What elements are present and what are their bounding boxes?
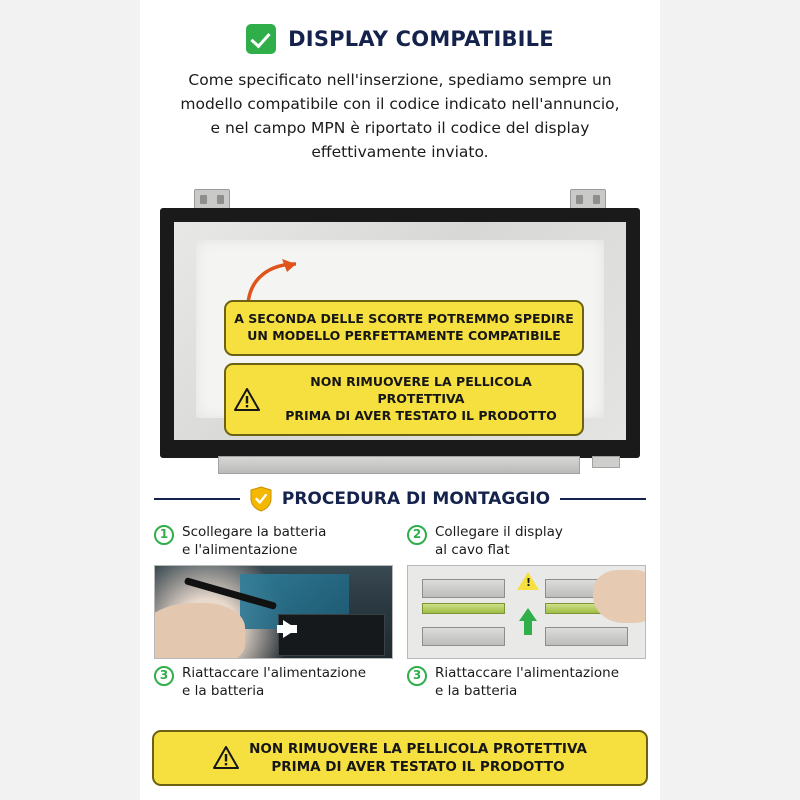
intro-paragraph [158,68,642,164]
step-1-photo [154,565,393,659]
step-1-line-1: Scollegare la batteria [182,524,327,541]
connector-shape-2 [422,627,505,646]
intro-line-4: effettivamente inviato. [311,143,489,162]
intro-line-1: Come specificato nell'inserzione, spediamo sempre un [188,71,612,89]
bottom-warning-banner [152,730,648,786]
check-box-icon [246,24,276,54]
callout-film-warning [224,363,584,436]
step-3-label [154,665,393,700]
callout-stock-line-1: A SECONDA DELLE SCORTE POTREMMO SPEDIRE [234,311,574,327]
bottom-warning-line-2: PRIMA DI AVER TESTATO IL PRODOTTO [271,758,565,775]
intro-line-3: e nel campo MPN è riportato il codice del display [210,119,590,138]
bottom-warning-text [249,740,587,776]
intro-line-2: modello compatibile con il codice indicato nell'annuncio, [180,95,620,114]
step-4-number: 3 [407,666,427,686]
shield-icon [250,486,272,512]
step-2-label [407,524,646,559]
callout-stock-line-2: UN MODELLO PERFETTAMENTE COMPATIBILE [247,327,561,343]
procedure-header [140,486,660,512]
step-2-line-1: Collegare il display [435,524,563,541]
step-3-line-1: Riattaccare l'alimentazione [182,665,367,682]
curved-arrow-icon [244,258,304,306]
left-gray-strip [0,0,140,800]
callout-stock-note [224,300,584,356]
step-3-number: 3 [154,666,174,686]
step-1-number: 1 [154,525,174,545]
step-1-text [182,524,326,559]
bottom-warning-line-1: NON RIMUOVERE LA PELLICOLA PROTETTIVA [249,740,587,757]
panel-bottom-strip [218,456,580,474]
hand-shape [154,603,245,659]
warning-triangle-icon [234,388,260,411]
bottom-warning-triangle-icon [213,746,239,769]
rule-left [154,498,240,500]
finger-shape [593,570,646,623]
step-4-label [407,665,646,700]
white-arrow-icon [283,620,297,638]
step-4-line-2: e la batteria [435,682,518,699]
connector-shape-4 [545,627,628,646]
callout-film-line-2: PRIMA DI AVER TESTATO IL PRODOTTO [285,407,557,423]
step-3-line-2: e la batteria [182,682,265,699]
step-1-label [154,524,393,559]
connector-shape-1 [422,579,505,598]
display-panel-illustration [152,180,648,480]
step-4-text [435,665,619,700]
flat-cable-shape-1 [422,603,505,614]
panel-bottom-tab [592,456,620,468]
procedure-title: PROCEDURA DI MONTAGGIO [281,489,551,510]
step-1-line-2: e l'alimentazione [182,541,298,558]
callout-film-text [268,374,574,425]
content-column [140,0,660,800]
right-gray-strip [660,0,800,800]
callout-film-line-1: NON RIMUOVERE LA PELLICOLA PROTETTIVA [310,374,532,406]
step-2-text [435,524,563,559]
step-3-text [182,665,366,700]
photo-warning-triangle-icon [517,572,539,590]
step-2-number: 2 [407,525,427,545]
step-2-line-2: al cavo flat [435,541,510,558]
step-4-line-1: Riattaccare l'alimentazione [435,665,620,682]
page-title: DISPLAY COMPATIBILE [288,27,554,51]
green-arrow-icon [519,608,537,621]
steps-grid [154,524,646,700]
header [140,0,660,54]
step-2-photo [407,565,646,659]
rule-right [560,498,646,500]
